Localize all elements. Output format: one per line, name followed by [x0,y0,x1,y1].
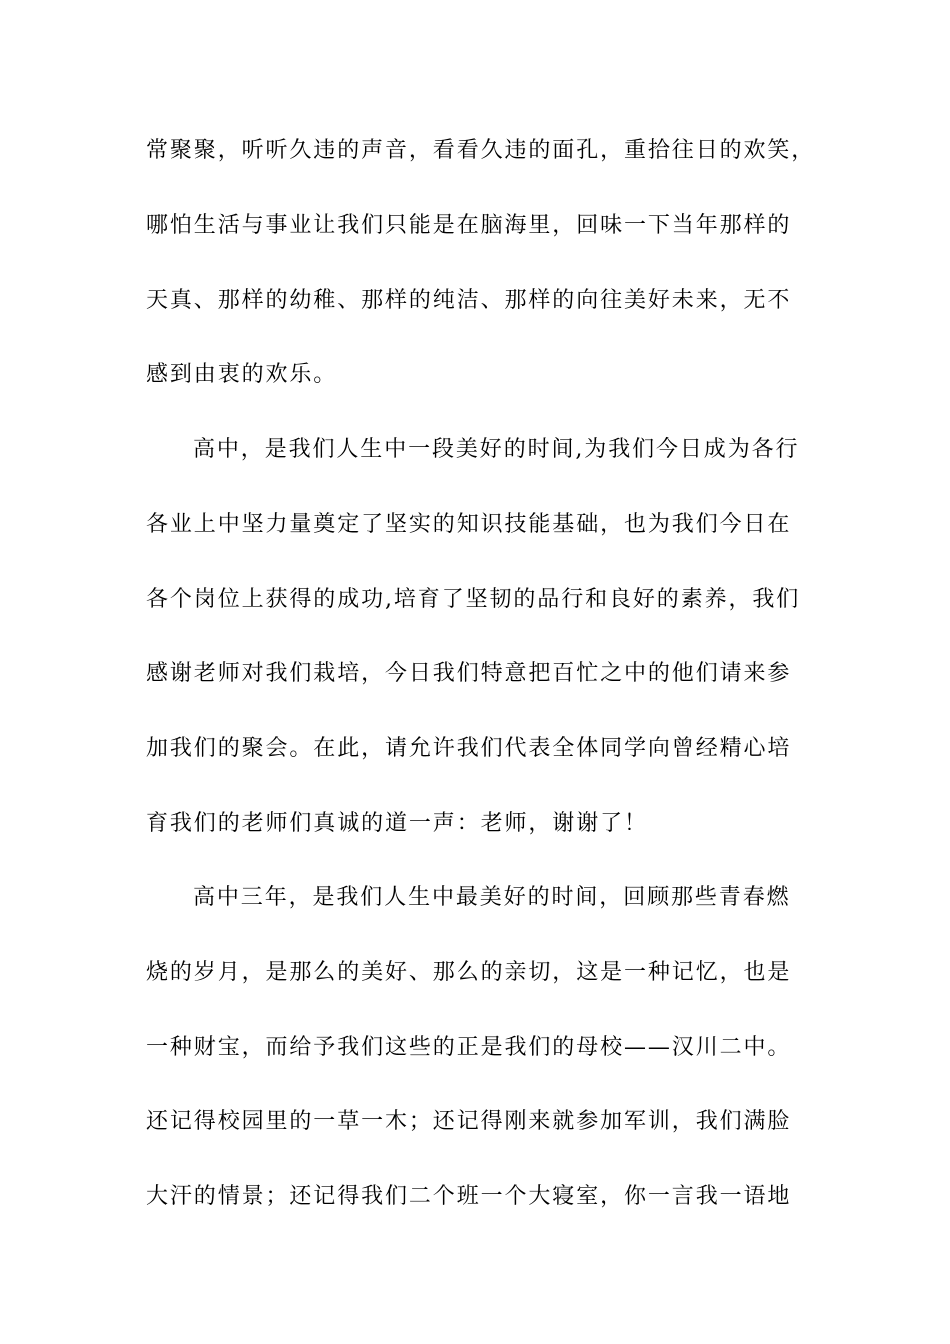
text-line: 各个岗位上获得的成功,培育了坚韧的品行和良好的素养，我们 [146,587,801,612]
text-line: 感谢老师对我们栽培，今日我们特意把百忙之中的他们请来参 [146,661,792,686]
text-line: 各业上中坚力量奠定了坚实的知识技能基础，也为我们今日在 [146,512,792,537]
paragraph-start-line: 高中三年，是我们人生中最美好的时间，回顾那些青春燃 [193,885,791,910]
text-line: 感到由衷的欢乐。 [146,362,338,387]
text-line: 天真、那样的幼稚、那样的纯洁、那样的向往美好未来，无不 [146,288,792,313]
text-line: 常聚聚，听听久违的声音，看看久违的面孔，重拾往日的欢笑， [146,138,816,163]
text-line: 大汗的情景；还记得我们二个班一个大寝室，你一言我一语地 [146,1184,792,1209]
text-line: 烧的岁月，是那么的美好、那么的亲切，这是一种记忆，也是 [146,960,792,985]
text-line: 哪怕生活与事业让我们只能是在脑海里，回味一下当年那样的 [146,213,792,238]
text-line: 还记得校园里的一草一木；还记得刚来就参加军训，我们满脸 [146,1109,792,1134]
paragraph-start-line: 高中，是我们人生中一段美好的时间,为我们今日成为各行 [193,437,800,462]
text-line: 加我们的聚会。在此，请允许我们代表全体同学向曾经精心培 [146,736,792,761]
text-line: 一种财宝，而给予我们这些的正是我们的母校——汉川二中。 [146,1035,792,1060]
text-line: 育我们的老师们真诚的道一声：老师，谢谢了！ [146,811,648,836]
